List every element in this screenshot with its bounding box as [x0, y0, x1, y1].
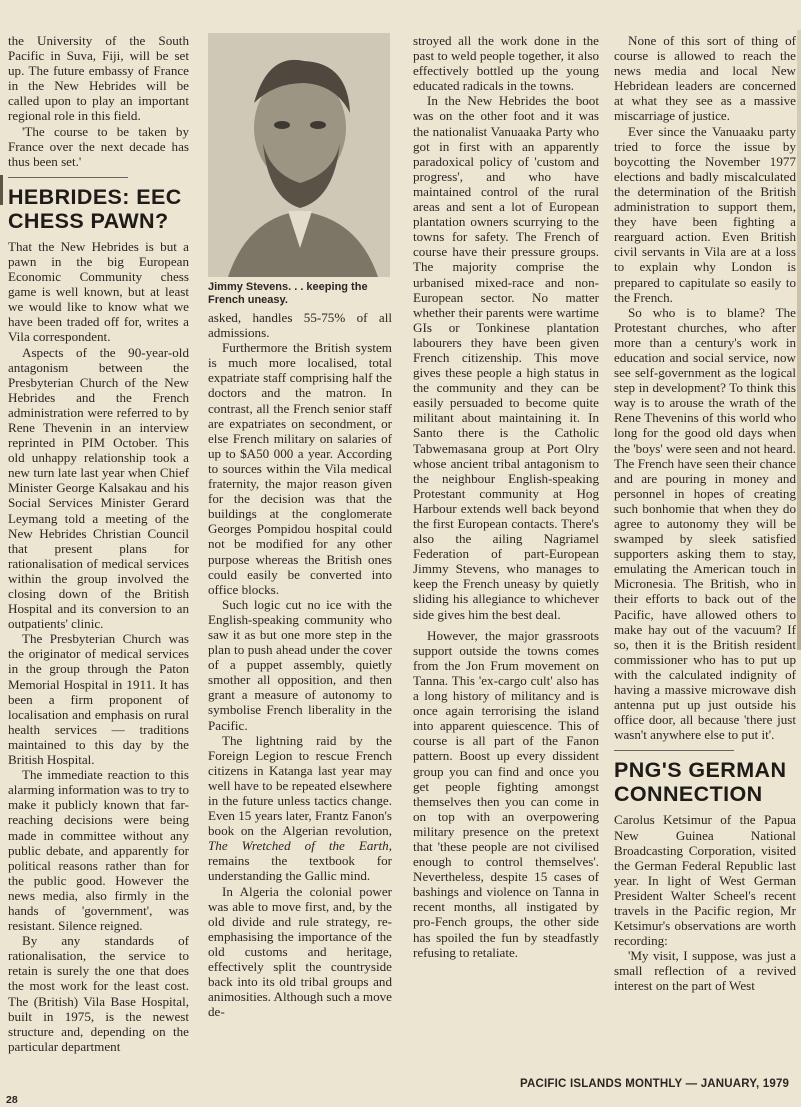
- column-3: [413, 33, 599, 960]
- intro-paragraph: the University of the South Pacific in Suva, Fiji, will be set up. The future embassy of France in the New Hebrides will be called upon to play an important regional role in this field.: [8, 33, 189, 124]
- jimmy-stevens-photo: [208, 33, 390, 277]
- paragraph: 'My visit, I suppose, was just a small reflection of a revived interest on the part of West: [614, 948, 796, 994]
- page-number: 28: [6, 1094, 18, 1106]
- section-divider: [614, 750, 734, 751]
- page-edge: [797, 30, 801, 650]
- page-footer: PACIFIC ISLANDS MONTHLY — JANUARY, 1979: [520, 1078, 790, 1090]
- portrait-illustration: [208, 33, 390, 277]
- paragraph: So who is to blame? The Protestant churches, who after more than a century's work in education and social service, now see self-government as the logical step in development? To think this way is to arouse the wrath of the Rene Thevenins of this world who long for the good old days when the 'boys' were seen and not heard. The French have seen their chance and are pouring in money and personnel in hopes of creating such bonhomie that when they do agree to autonomy they will be swamped by sleek satisfied supporters asking them to stay, emulating the American touch in Micronesia. The British, who in their efforts to back out of the Pacific, have allowed others to make hay out of the vacuum? If so, then it is the British resident commissioner who has to put up with the calculated indignity of having a massive microwave dish antenna put up just outside his office door, all because 'there just wasn't anywhere else to put it'.: [614, 304, 796, 743]
- column-4: [614, 33, 796, 994]
- paragraph-text: remains the textbook for understanding the Gallic mind.: [208, 853, 392, 884]
- paragraph-text: The lightning raid by the Foreign Legion to rescue French citizens in Katanga last year may well have to be repeated elsewhere in the future unless tactics change. Even 15 years later, Frantz Fanon's book on the Algerian revolution,: [208, 732, 392, 839]
- paragraph: In the New Hebrides the boot was on the other foot and it was the nationalist Vanuaaka Party who got in first with an apparently paradoxical policy of 'custom and progress', and who have maintained control of the rural areas and sent a lot of European plantation owners scurrying to the towns for safety. The French of course have their pressure groups. The majority comprise the urbanised mixed-race and non-European sector. No matter whether their parents were wartime GIs or Tonkinese plantation labourers they have been given French citizenship. This move gives these people a high status in the community and they can be easily persuaded to become quite militant about maintaining it. In Santo there is the Catholic Tabwemasana group at Port Olry whose ancient tribal antagonism to the neighbour English-speaking Protestant community at Hog Harbour extends well back beyond the first European contacts. There's also the ailing Nagriamel Federation of part-European Jimmy Stevens, who manages to keep the French uneasy by quietly sliding his allegiance to whichever side gives him the best deal.: [413, 93, 599, 622]
- column-1: [8, 33, 189, 1054]
- article-heading-hebrides: HEBRIDES: EEC CHESS PAWN?: [8, 184, 182, 233]
- paragraph: By any standards of rationalisation, the service to retain is surely the one that does the most work for the least cost. The (British) Vila Base Hospital, built in 1975, is the newest structure and, depending on the particular department: [8, 933, 189, 1054]
- paragraph: None of this sort of thing of course is allowed to reach the news media and local New Hebridean leaders are concerned at what they see as a massive miscarriage of justice.: [614, 33, 796, 124]
- paragraph: Ever since the Vanuaaku party tried to force the issue by boycotting the November 1977 elections and badly miscalculated the determination of the British administration to support them, they have been fighting a rearguard action. Even British civil servants in Vila are at a loss to explain why London is prepared to capitulate so easily to the French.: [614, 123, 796, 305]
- paragraph: That the New Hebrides is but a pawn in the big European Economic Community chess game is well known, but at least we would like to know what we have been traded off for, writes a Vila correspondent.: [8, 238, 189, 345]
- photo-caption: Jimmy Stevens. . . keeping the French uneasy.: [208, 281, 368, 306]
- paragraph: Carolus Ketsimur of the Papua New Guinea National Broadcasting Corporation, visited the German Federal Republic last year. In light of West German President Walter Scheel's recent travels in the Pacific region, Mr Ketsimur's observations are worth recording:: [614, 812, 796, 949]
- column-2: [208, 33, 392, 1019]
- margin-mark: [0, 175, 3, 205]
- paragraph-fanon: [208, 733, 392, 884]
- paragraph: stroyed all the work done in the past to weld people together, it also effectively bottled up the young educated radicals in the towns.: [413, 33, 599, 94]
- paragraph: However, the major grassroots support outside the towns comes from the Jon Frum movement on Tanna. This 'ex-cargo cult' also has a long history of militancy and is once again terrorising the island into apparent quiescence. This of course is all part of the Fanon pattern. Boost up every dissident group you can find and once you get people fighting amongst themselves then you can come in on top with an overpowering military presence on the pretext that 'these people are not civilised enough to control themselves'. Nevertheless, despite 15 cases of bashings and violence on Tanna in recent months, all instigated by pro-Fench groups, the other side has spoiled the fun by steadfastly refusing to retaliate.: [413, 627, 599, 960]
- paragraph: Such logic cut no ice with the English-speaking community who saw it as but one more step in the plan to push ahead under the cover of a puppet assembly, quietly smother all opposition, and then grant a measure of autonomy to symbolise French liberality in the Pacific.: [208, 596, 392, 733]
- paragraph: Furthermore the British system is much more localised, total expatriate staff comprising half the doctors and the matron. In contrast, all the French senior staff are expatriates on secondment, or else French military on salaries of up to $A50 000 a year. According to sources within the Vila medical fraternity, the major reason given for the decision was that the buildings at the conglomerate Georges Pompidou hospital could not be modified for any other purpose whereas the British ones could easily be converted into office blocks.: [208, 340, 392, 597]
- article-heading-png: PNG'S GERMAN CONNECTION: [614, 758, 787, 807]
- paragraph: In Algeria the colonial power was able to move first, and, by the old divide and rule strategy, re-emphasising the importance of the old customs and heritage, effectively split the countryside back into its old tribal groups and animosities. Although such a move de-: [208, 883, 392, 1020]
- paragraph: Aspects of the 90-year-old antagonism between the Presbyterian Church of the New Hebrides and the French administration were referred to by Rene Thevenin in an interview reprinted in PIM October. This old unhappy relationship took a new turn late last year when Chief Minister George Kalsakau and his Social Services Minister Gerard Leymang told a meeting of the New Hebrides Christian Council that present plans for rationalisation of medical services within the group involved the closing down of the British Hospital and its conversion to an outpatients' clinic.: [8, 344, 189, 632]
- intro-paragraph: 'The course to be taken by France over the next decade has thus been set.': [8, 123, 189, 169]
- paragraph: The immediate reaction to this alarming information was to try to make it publicly known that far-reaching decisions were being made in committee without any public debate, and apparently for political reasons rather than for the public good. However the news media, also firmly in the hands of 'government', was resistant. Silence reigned.: [8, 767, 189, 934]
- paragraph: asked, handles 55-75% of all admissions.: [208, 310, 392, 341]
- book-title: The Wretched of the Earth,: [208, 838, 392, 854]
- paragraph: The Presbyterian Church was the originator of medical services in the group through the Paton Memorial Hospital in 1911. It has been a firm proponent of localisation and emphasis on rural health services — traditions maintained to this day by the British Hospital.: [8, 631, 189, 768]
- section-divider: [8, 177, 128, 178]
